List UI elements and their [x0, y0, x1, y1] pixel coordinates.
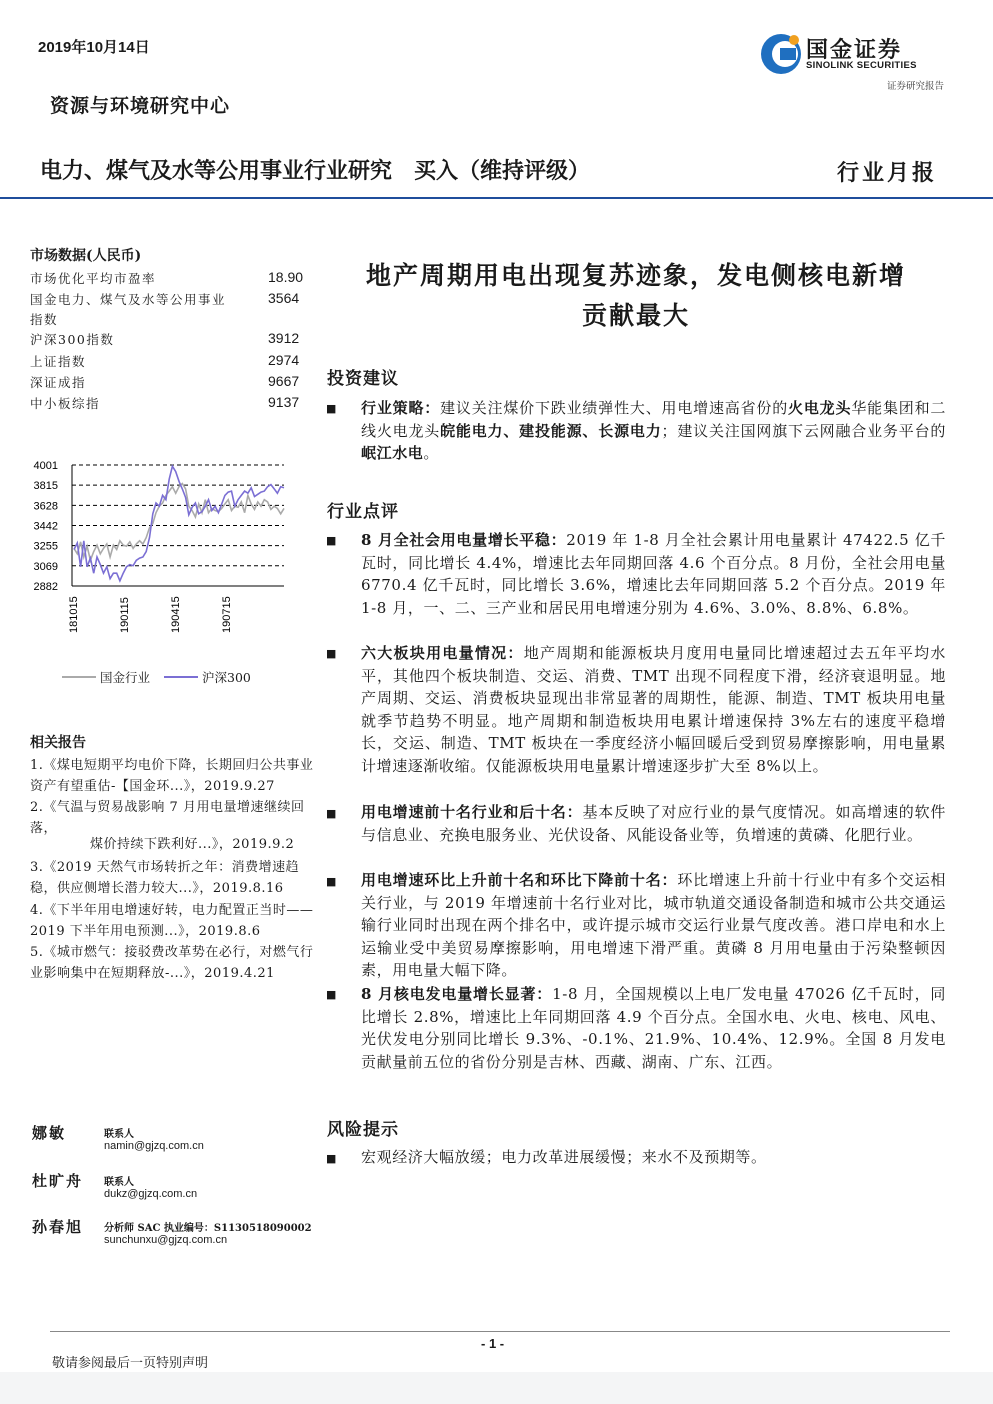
y-tick-label: 4001: [33, 460, 58, 472]
related-report-item[interactable]: 1.《煤电短期平均电价下降，长期回归公共事业资产有望重估-【国金环...》，2019.9.27: [30, 758, 314, 794]
report-date: 2019年10月14日: [38, 39, 150, 56]
legend-label: 国金行业: [100, 670, 151, 685]
bullet-icon: ■: [326, 534, 337, 547]
bullet-icon: ■: [326, 875, 337, 888]
footer-divider: [50, 1331, 950, 1332]
bullet-icon: ■: [326, 647, 337, 660]
industry-rating-title: 电力、煤气及水等公用事业行业研究 买入（维持评级）: [40, 158, 591, 183]
related-report-item[interactable]: 4.《下半年用电增速好转，电力配置正当时——2019 下半年用电预测...》，2019.8.6: [30, 903, 314, 939]
logo-text-cn: 国金证券: [806, 37, 903, 62]
market-row: [30, 373, 310, 393]
comment-paragraph: [361, 983, 946, 1073]
market-row: [30, 352, 310, 372]
bottom-band: [0, 1372, 993, 1404]
para-emphasis: 岷江水电: [361, 444, 424, 463]
para-text: 地产周期和能源板块月度用电量同比增速超过去五年平均水平，其他四个板块制造、交运、消费、TMT 出现不同程度下滑，经济衰退明显。地产周期、交运、消费板块显现出非常显著的周期性，能源、制造、TMT 板块用电量就季节趋势不明显。地产周期和制造板块用电累计增速保持 3%左右的速度平稳增长，交运、制造、TMT 板块在一季度经济小幅回暖后受到贸易摩擦影响，用电量累计增速逐渐收缩。仅能源板块用电量累计增速逐步扩大至 8%以上。: [361, 644, 946, 775]
para-lead: 用电增速环比上升前十名和环比下降前十名：: [361, 871, 678, 889]
legend-label: 沪深300: [202, 670, 251, 685]
analyst-card: [32, 1122, 322, 1162]
report-title-line: 贡献最大: [581, 301, 690, 330]
logo-mark-icon: [758, 30, 806, 78]
market-value: 9667: [268, 373, 300, 389]
chart-legend: [62, 666, 261, 686]
y-tick-label: 3069: [33, 560, 58, 573]
para-text: 基本反映了对应行业的景气度情况。如高增速的软件与信息业、充换电服务业、光伏设备、风能设备业等，负增速的黄磷、化肥行业。: [361, 803, 946, 844]
x-tick-label: 190715: [221, 596, 233, 633]
market-label: 上证指数: [30, 354, 87, 369]
logo-text-en: SINOLINK SECURITIES: [806, 60, 917, 71]
para-emphasis: 皖能电力、建投能源、长源电力: [440, 421, 662, 440]
legend-swatch: [62, 676, 96, 678]
report-title: [326, 256, 946, 336]
y-tick-label: 3442: [33, 520, 58, 533]
disclaimer-note: 敬请参阅最后一页特别声明: [52, 1356, 209, 1371]
y-tick-label: 3255: [33, 540, 58, 553]
x-tick-label: 190115: [119, 597, 131, 633]
analyst-name: 孙春旭: [32, 1218, 84, 1236]
related-report-item[interactable]: 5.《城市燃气：接驳费改革势在必行，对燃气行业影响集中在短期释放-...》，2019.4.21: [30, 945, 314, 981]
invest-paragraph: [361, 397, 946, 465]
analyst-card: [32, 1216, 322, 1256]
market-data-title: 市场数据(人民币): [30, 248, 142, 264]
para-text: 建议关注煤价下跌业绩弹性大、用电增速高省份的: [440, 399, 789, 417]
logo-subtitle: 证券研究报告: [886, 81, 944, 92]
analyst-role: 联系人: [104, 1177, 134, 1188]
para-text: 华能集团和二线火电龙头: [361, 399, 946, 440]
comment-paragraph: [361, 529, 946, 619]
analyst-role: 联系人: [104, 1129, 134, 1140]
related-report-item[interactable]: 煤价持续下跌利好...》，2019.9.2: [90, 837, 295, 852]
analyst-card: [32, 1170, 322, 1210]
para-text: 。: [423, 444, 440, 463]
research-center: 资源与环境研究中心: [50, 95, 231, 117]
market-label: 深证成指: [30, 375, 87, 390]
para-text: 环比增速上升前十行业中有多个交运相关行业，与 2019 年增速前十名行业对比，城市轨道交通设备制造和城市公共交通运输行业同时出现在两个排名中，或许提示城市交运行业景气度改善。港口岸电和水上运输业受中美贸易摩擦影响，用电增速下滑严重。黄磷 8 月用电量由于污染整顿因素，用电量大幅下降。: [361, 871, 946, 980]
analyst-email[interactable]: dukz@gjzq.com.cn: [104, 1188, 198, 1200]
comment-paragraph: [361, 801, 946, 846]
market-row: [30, 394, 310, 414]
market-label: 沪深300指数: [30, 332, 115, 347]
legend-item-hs300: [164, 668, 251, 686]
y-tick-label: 3815: [33, 480, 58, 493]
legend-item-industry: [62, 668, 150, 686]
bullet-icon: ■: [326, 988, 337, 1001]
para-text: 2019 年 1-8 月全社会累计用电量累计 47422.5 亿千瓦时，同比增长 4.4%，增速比去年同期回落 4.6 个百分点。8 月份，全社会用电量 6770.4 亿千瓦时，同比增长 3.6%，增速比去年同期回落 5.2 个百分点。2019 年 1-8 月，一、二、三产业和居民用电增速分别为 4.6%、3.0%、8.8%、6.8%。: [361, 531, 947, 617]
market-value: 9137: [268, 394, 300, 410]
page-number: - 1 -: [481, 1336, 505, 1351]
market-label: 国金电力、煤气及水等公用事业指数: [30, 292, 227, 327]
related-reports-title: 相关报告: [30, 735, 86, 751]
para-emphasis: 火电龙头: [788, 399, 852, 417]
market-row: [30, 330, 310, 350]
x-tick-label: 181015: [68, 596, 80, 633]
legend-swatch: [164, 676, 198, 678]
para-text: 1-8 月，全国规模以上电厂发电量 47026 亿千瓦时，同比增长 2.8%，增速比上年同期回落 4.9 个百分点。全国水电、火电、核电、风电、光伏发电分别同比增长 9.3%、-0.1%、21.9%、10.4%、12.9%。全国 8 月发电贡献量前五位的省份分别是吉林、西藏、湖南、广东、江西。: [361, 985, 946, 1071]
related-report-item[interactable]: 3.《2019 天然气市场转折之年：消费增速趋稳，供应侧增长潜力较大...》，2019.8.16: [30, 860, 300, 896]
section-title-risk: 风险提示: [327, 1120, 399, 1140]
bullet-icon: ■: [326, 807, 337, 820]
header-divider: [0, 197, 993, 199]
para-lead: 8 月全社会用电量增长平稳：: [361, 531, 567, 549]
analyst-name: 娜敏: [32, 1124, 67, 1142]
index-line-chart: [22, 455, 312, 635]
market-value: 3564: [268, 290, 300, 306]
market-label: 市场优化平均市盈率: [30, 271, 157, 286]
market-label: 中小板综指: [30, 396, 101, 411]
market-value: 3912: [268, 330, 300, 346]
para-lead: 行业策略：: [361, 399, 441, 417]
analyst-name: 杜旷舟: [32, 1172, 84, 1190]
para-lead: 六大板块用电量情况：: [361, 644, 524, 662]
market-row: [30, 269, 310, 289]
analyst-role: 分析师 SAC 执业编号：S1130518090002: [104, 1223, 312, 1234]
para-text: ；建议关注国网旗下云网融合业务平台的: [661, 421, 946, 440]
section-title-invest: 投资建议: [327, 369, 399, 389]
para-lead: 用电增速前十名行业和后十名：: [361, 803, 583, 821]
market-value: 18.90: [268, 269, 304, 285]
bullet-icon: ■: [326, 402, 337, 415]
market-row: [30, 290, 310, 330]
risk-paragraph: 宏观经济大幅放缓；电力改革进展缓慢；来水不及预期等。: [361, 1148, 767, 1166]
report-title-line: 地产周期用电出现复苏迹象，发电侧核电新增: [365, 261, 906, 290]
bullet-icon: ■: [326, 1152, 337, 1165]
related-report-item[interactable]: 2.《气温与贸易战影响 7 月用电量增速继续回落，: [30, 800, 305, 836]
report-type: 行业月报: [836, 160, 937, 186]
section-title-comment: 行业点评: [327, 502, 399, 522]
comment-paragraph: [361, 642, 946, 778]
analyst-email[interactable]: namin@gjzq.com.cn: [104, 1140, 204, 1152]
series-line-hs300: [74, 466, 284, 581]
analyst-email[interactable]: sunchunxu@gjzq.com.cn: [104, 1234, 228, 1246]
x-tick-label: 190415: [170, 596, 182, 633]
para-lead: 8 月核电发电量增长显著：: [361, 985, 553, 1003]
y-tick-label: 2882: [33, 581, 58, 593]
market-value: 2974: [268, 352, 300, 368]
series-line-industry: [74, 484, 284, 561]
y-tick-label: 3628: [33, 500, 58, 513]
comment-paragraph: [361, 869, 946, 982]
